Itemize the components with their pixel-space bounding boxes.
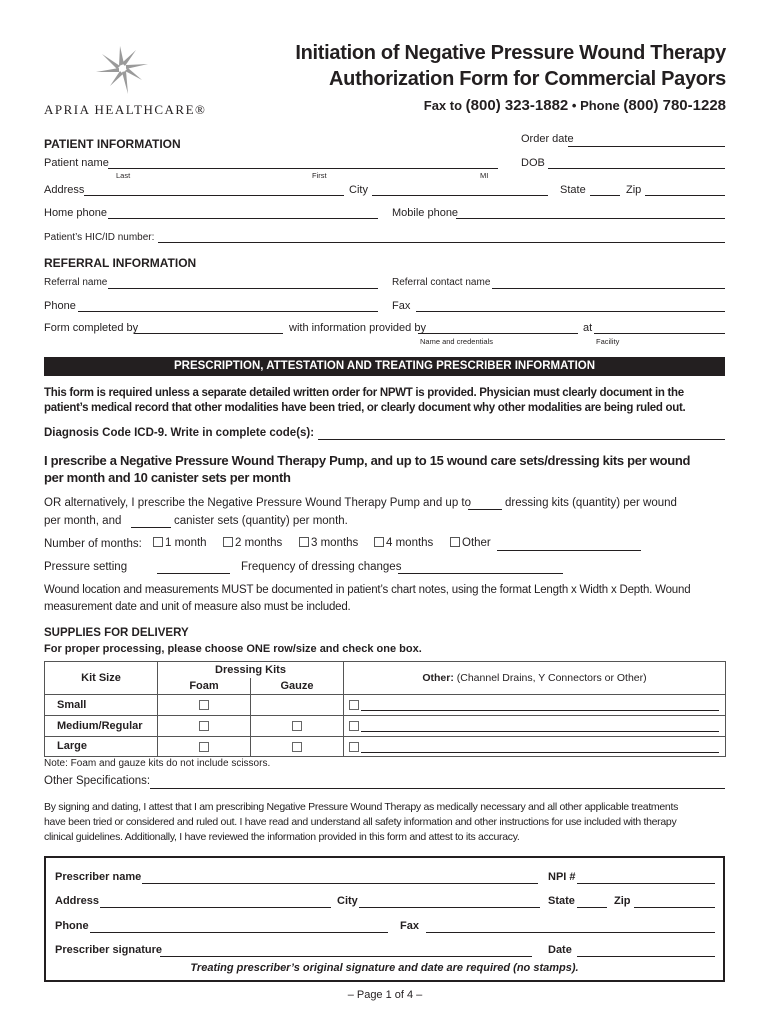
gauze-large-checkbox[interactable] [292, 742, 302, 752]
signature-requirement-note [44, 962, 725, 974]
other-specifications-label: Other Specifications: [44, 775, 151, 787]
facility-caption: Facility [596, 337, 620, 346]
referral-phone-label: Phone [44, 300, 76, 312]
dressing-kits-header [158, 662, 344, 678]
month-option-2[interactable] [223, 537, 282, 549]
referral-info-heading: REFERRAL INFORMATION [44, 256, 197, 270]
foam-large-checkbox[interactable] [199, 742, 209, 752]
address-label: Address [44, 184, 85, 196]
prescriber-city-field[interactable] [359, 907, 540, 908]
signature-date-label: Date [548, 944, 572, 956]
month-option-3[interactable] [299, 537, 358, 549]
frequency-field[interactable] [398, 573, 563, 574]
attestation-line3: clinical guidelines. Additionally, I have reviewed the information provided in this form and attest to its accuracy. [44, 831, 520, 843]
checkbox-icon[interactable] [153, 537, 163, 547]
table-row [45, 716, 726, 736]
kit-size-cell [45, 736, 158, 756]
dressing-kits-quantity-field[interactable] [468, 509, 502, 510]
completed-by-field[interactable] [134, 333, 283, 334]
checkbox-icon[interactable] [223, 537, 233, 547]
frequency-label: Frequency of dressing changes [241, 561, 402, 573]
mobile-phone-field[interactable] [456, 218, 725, 219]
prescriber-signature-label: Prescriber signature [55, 944, 162, 956]
referral-contact-label: Referral contact name [392, 277, 491, 288]
prescription-banner-text: PRESCRIPTION, ATTESTATION AND TREATING PRESCRIBER INFORMATION [173, 360, 596, 372]
prescriber-signature-field[interactable] [160, 956, 532, 957]
gauze-cell [251, 736, 344, 756]
state-label: State [560, 184, 586, 196]
table-row [45, 694, 726, 715]
page-number [0, 989, 770, 1001]
patient-name-field[interactable] [108, 168, 498, 169]
contact-line [424, 97, 726, 114]
gauze-cell [251, 716, 344, 736]
prescriber-address-label: Address [55, 895, 100, 907]
patient-name-label: Patient name [44, 157, 109, 169]
prescriber-address-field[interactable] [100, 907, 331, 908]
city-field[interactable] [372, 195, 548, 196]
supplies-instruction: For proper processing, please choose ONE row/size and check one box. [44, 643, 422, 655]
months-label: Number of months: [44, 538, 142, 550]
gauze-medium-checkbox[interactable] [292, 721, 302, 731]
npi-field[interactable] [577, 883, 715, 884]
form-title-line1: Initiation of Negative Pressure Wound Therapy [295, 42, 726, 64]
last-name-caption: Last [116, 171, 131, 180]
alternative-line2a: per month, and [44, 515, 122, 527]
zip-field[interactable] [645, 195, 725, 196]
month-option-label: 3 months [311, 537, 359, 549]
prescriber-fax-field[interactable] [426, 932, 715, 933]
prescriber-zip-label: Zip [614, 895, 631, 907]
month-option-label: 2 months [235, 537, 283, 549]
prescriber-name-field[interactable] [142, 883, 538, 884]
facility-field[interactable] [594, 333, 725, 334]
other-large-field[interactable] [361, 752, 719, 753]
other-large-checkbox[interactable] [349, 742, 359, 752]
pressure-setting-label: Pressure setting [44, 561, 128, 573]
month-option-label: 4 months [386, 537, 434, 549]
other-cell [344, 736, 726, 756]
gauze-header [251, 678, 344, 694]
wound-note-line2: measurement date and unit of measure also must be included. [44, 601, 351, 613]
canister-sets-quantity-field[interactable] [131, 527, 171, 528]
prescriber-zip-field[interactable] [634, 907, 715, 908]
zip-label: Zip [626, 184, 642, 196]
hic-label: Patient’s HIC/ID number: [44, 232, 155, 243]
month-option-other[interactable] [450, 537, 491, 549]
other-cell [344, 716, 726, 736]
other-specifications-field[interactable] [150, 788, 725, 789]
prescriber-fax-label: Fax [400, 920, 419, 932]
referral-fax-label: Fax [392, 300, 411, 312]
prescribe-statement-line2: per month and 10 canister sets per month [44, 470, 291, 485]
other-detail: (Channel Drains, Y Connectors or Other) [456, 671, 647, 684]
foam-medium-checkbox[interactable] [199, 721, 209, 731]
first-name-caption: First [312, 171, 327, 180]
referral-phone-field[interactable] [78, 311, 378, 312]
kit-size-header [45, 662, 158, 695]
kit-size-cell [45, 694, 158, 715]
kit-size-label: Kit Size [81, 671, 121, 684]
separator-bullet: • [571, 98, 577, 113]
gauze-cell [251, 694, 344, 715]
phone-number: (800) 780-1228 [623, 97, 726, 114]
prescribe-statement-line1: I prescribe a Negative Pressure Wound Therapy Pump, and up to 15 wound care sets/dressing kits per wound [44, 453, 691, 468]
alternative-line1b: dressing kits (quantity) per wound [505, 497, 677, 509]
signature-requirement-text: Treating prescriber’s original signature and date are required (no stamps). [190, 962, 579, 974]
npi-label: NPI # [548, 871, 576, 883]
at-label: at [583, 322, 593, 334]
address-field[interactable] [84, 195, 344, 196]
home-phone-label: Home phone [44, 207, 107, 219]
page-number-text: – Page 1 of 4 – [347, 989, 423, 1001]
prescriber-name-label: Prescriber name [55, 871, 142, 883]
kit-size-large: Large [57, 740, 87, 753]
diagnosis-label: Diagnosis Code ICD-9. Write in complete code(s): [44, 427, 315, 439]
middle-initial-caption: MI [480, 171, 489, 180]
dressing-kits-label: Dressing Kits [215, 663, 286, 676]
fax-label: Fax to [423, 98, 463, 113]
mobile-phone-label: Mobile phone [392, 207, 459, 219]
alternative-line1a: OR alternatively, I prescribe the Negative Pressure Wound Therapy Pump and up to [44, 497, 471, 509]
other-small-checkbox[interactable] [349, 700, 359, 710]
required-notice-line1: This form is required unless a separate detailed written order for NPWT is provided. Physician must clearly document in the [44, 387, 684, 399]
other-medium-checkbox[interactable] [349, 721, 359, 731]
table-row [45, 736, 726, 756]
scissors-note: Note: Foam and gauze kits do not include scissors. [44, 758, 271, 769]
attestation-line1: By signing and dating, I attest that I am prescribing Negative Pressure Wound Therapy as medically necessary and all other applicable treatments [44, 801, 679, 813]
hic-field[interactable] [158, 242, 725, 243]
other-header [344, 662, 726, 695]
checkbox-icon[interactable] [374, 537, 384, 547]
phone-label: Phone [580, 98, 620, 113]
fax-number: (800) 323-1882 [465, 97, 569, 114]
referral-contact-field[interactable] [492, 288, 725, 289]
home-phone-field[interactable] [108, 218, 378, 219]
kit-size-small: Small [57, 698, 87, 711]
other-medium-field[interactable] [361, 731, 719, 732]
prescriber-phone-label: Phone [55, 920, 89, 932]
completed-by-label: Form completed by [44, 322, 139, 334]
prescriber-state-field[interactable] [577, 907, 607, 908]
order-date-field[interactable] [568, 146, 725, 147]
foam-label: Foam [189, 679, 219, 692]
other-label: Other: [422, 671, 454, 684]
attestation-line2: have been tried or considered and ruled out. I have read and understand all safety information and other instructions for use included with therapy [44, 816, 677, 828]
foam-header [158, 678, 251, 694]
referral-name-label: Referral name [44, 277, 108, 288]
apria-logo-icon [92, 44, 152, 96]
alternative-line2b: canister sets (quantity) per month. [174, 515, 348, 527]
required-notice-line2: patient’s medical record that other modalities have been tried, or clearly document why other modalities are being ruled out. [44, 402, 686, 414]
kit-size-cell [45, 716, 158, 736]
prescriber-city-label: City [337, 895, 358, 907]
kit-size-medium: Medium/Regular [57, 719, 143, 732]
other-cell [344, 694, 726, 715]
checkbox-icon[interactable] [299, 537, 309, 547]
other-small-field[interactable] [361, 710, 719, 711]
supplies-heading: SUPPLIES FOR DELIVERY [44, 627, 189, 639]
foam-cell [158, 716, 251, 736]
company-name: APRIA HEALTHCARE® [44, 102, 207, 117]
city-label: City [349, 184, 368, 196]
month-option-label: Other [462, 537, 491, 549]
state-field[interactable] [590, 195, 620, 196]
order-date-label: Order date [521, 133, 574, 145]
form-title-line2: Authorization Form for Commercial Payors [329, 68, 726, 90]
wound-note-line1: Wound location and measurements MUST be documented in patient’s chart notes, using the format Length x Width x Depth. Wound [44, 584, 691, 596]
pressure-setting-field[interactable] [157, 573, 230, 574]
month-option-1[interactable] [153, 537, 207, 549]
signature-date-field[interactable] [577, 956, 715, 957]
prescription-banner [44, 357, 725, 376]
month-option-label: 1 month [165, 537, 207, 549]
dob-field[interactable] [548, 168, 725, 169]
info-provided-by-field[interactable] [418, 333, 578, 334]
month-option-4[interactable] [374, 537, 433, 549]
referral-fax-field[interactable] [416, 311, 725, 312]
patient-info-heading: PATIENT INFORMATION [44, 137, 181, 151]
name-credentials-caption: Name and credentials [420, 337, 493, 346]
info-provided-by-label: with information provided by [289, 322, 426, 334]
foam-cell [158, 736, 251, 756]
prescriber-state-label: State [548, 895, 575, 907]
supplies-table [44, 661, 726, 757]
dob-label: DOB [521, 157, 545, 169]
foam-small-checkbox[interactable] [199, 700, 209, 710]
gauze-label: Gauze [280, 679, 314, 692]
foam-cell [158, 694, 251, 715]
diagnosis-field[interactable] [318, 439, 725, 440]
prescriber-phone-field[interactable] [90, 932, 388, 933]
months-other-field[interactable] [497, 550, 641, 551]
referral-name-field[interactable] [108, 288, 378, 289]
checkbox-icon[interactable] [450, 537, 460, 547]
